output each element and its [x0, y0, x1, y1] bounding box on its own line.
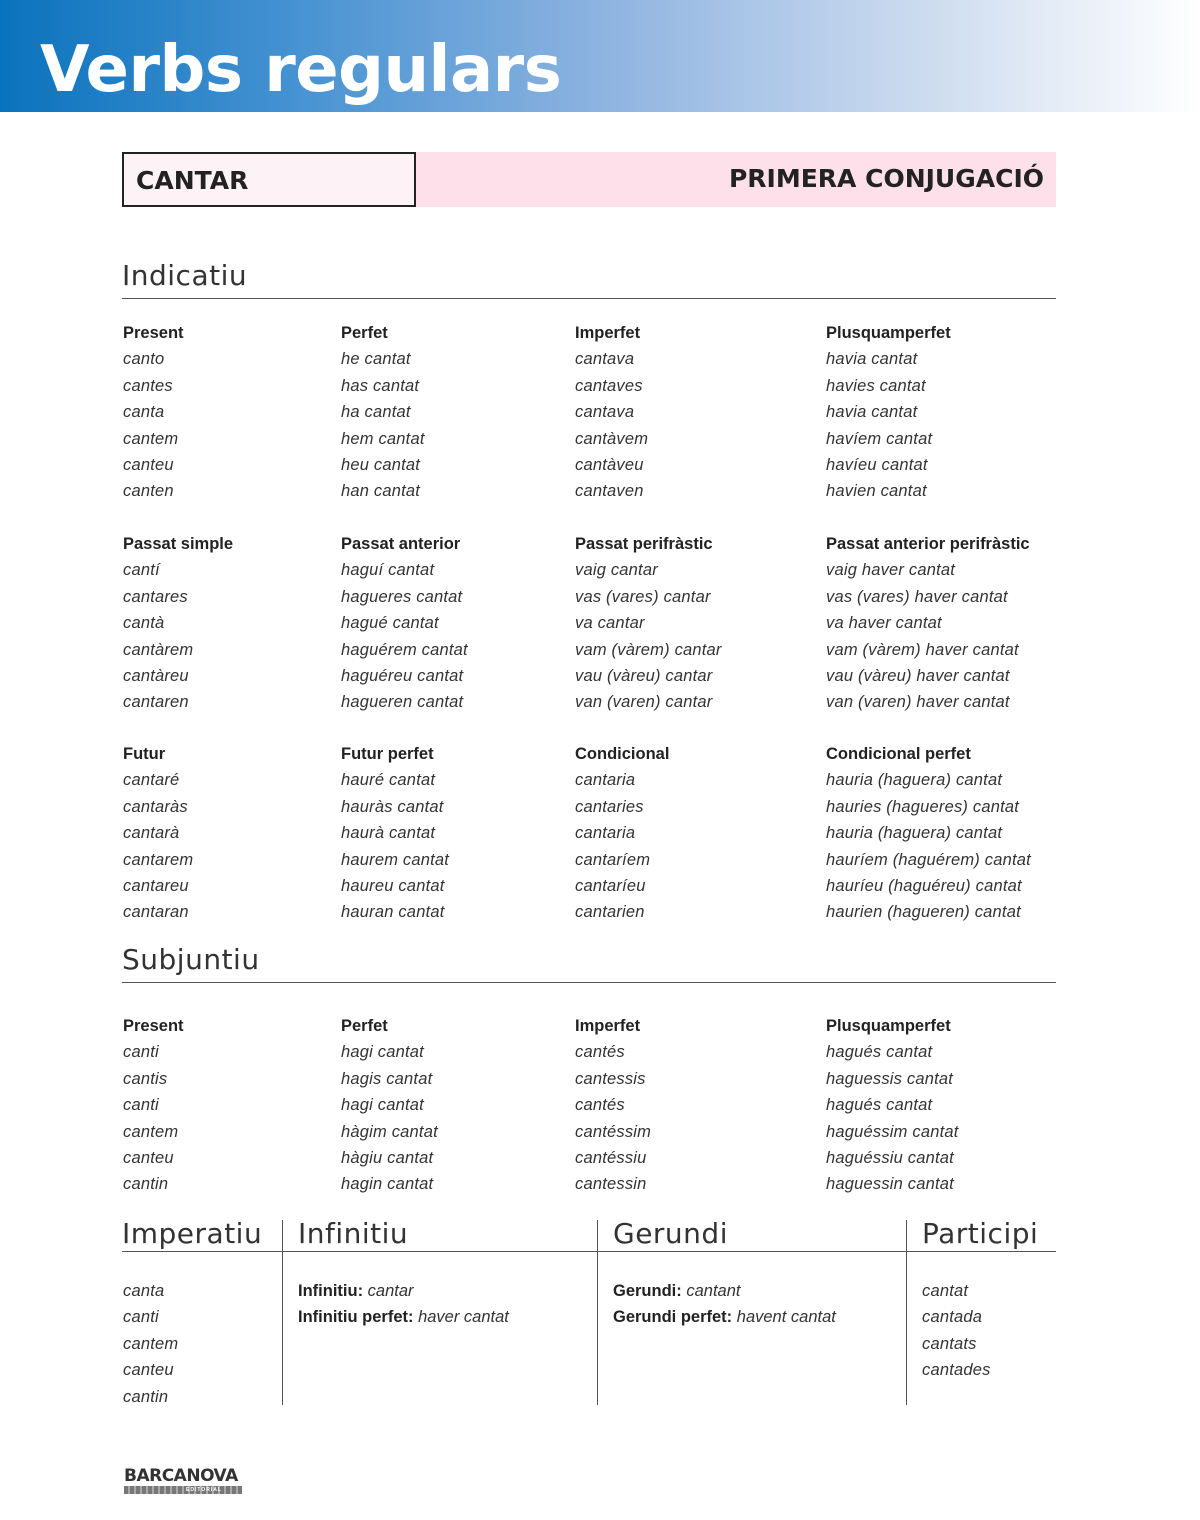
tense-title: Passat perifràstic — [575, 535, 713, 553]
tense-block — [826, 531, 1030, 716]
verb-form: cantaríeu — [575, 877, 646, 896]
logo-underline — [124, 1486, 242, 1494]
imperatiu-form: canti — [123, 1308, 159, 1327]
section-title-indicatiu: Indicatiu — [122, 256, 1056, 299]
imperatiu-form: cantem — [123, 1334, 179, 1353]
publisher-logo — [124, 1466, 244, 1496]
verb-form: cantaré — [123, 771, 180, 790]
verb-form: havíeu cantat — [826, 456, 928, 475]
verb-form: haguérem cantat — [341, 640, 468, 659]
tense-block — [575, 531, 722, 716]
verb-form: cantarem — [123, 850, 194, 869]
verb-form: vam (vàrem) cantar — [575, 640, 722, 659]
imperatiu-form: canteu — [123, 1361, 174, 1380]
verb-form: cantés — [575, 1043, 625, 1062]
verb-form: va haver cantat — [826, 614, 942, 633]
verb-name: CANTAR — [136, 166, 249, 195]
verb-form: hauràs cantat — [341, 797, 444, 816]
verb-form: cantessin — [575, 1175, 647, 1194]
verb-form: cantàreu — [123, 667, 189, 686]
verb-form: cantaran — [123, 903, 189, 922]
verb-form: vas (vares) cantar — [575, 587, 711, 606]
bottom-section-rule — [122, 1251, 1056, 1252]
verb-box — [122, 152, 416, 207]
verb-form: cantaríem — [575, 850, 651, 869]
section-title-participi: Participi — [922, 1217, 1039, 1250]
verb-form: hauré cantat — [341, 771, 436, 790]
participi-form: cantats — [922, 1334, 977, 1353]
verb-form: cantàrem — [123, 640, 194, 659]
tense-title: Perfet — [341, 1017, 388, 1035]
verb-form: hagués cantat — [826, 1096, 933, 1115]
verb-form: hagué cantat — [341, 614, 439, 633]
tense-title: Condicional — [575, 745, 670, 763]
verb-form: van (varen) cantar — [575, 693, 713, 712]
verb-form: haurien (hagueren) cantat — [826, 903, 1021, 922]
verb-form: cantaries — [575, 797, 644, 816]
verb-form: van (varen) haver cantat — [826, 693, 1010, 712]
verb-form: hagi cantat — [341, 1096, 424, 1115]
tense-title: Imperfet — [575, 1017, 641, 1035]
conjugation-label: PRIMERA CONJUGACIÓ — [728, 164, 1044, 193]
verb-form: cantaria — [575, 771, 636, 790]
tense-title: Perfet — [341, 324, 388, 342]
verb-form: cantin — [123, 1175, 169, 1194]
tense-title: Passat anterior — [341, 535, 461, 553]
verb-form: hem cantat — [341, 429, 425, 448]
verb-form: haguéssim cantat — [826, 1122, 959, 1141]
verb-form: hagués cantat — [826, 1043, 933, 1062]
verb-form: haguí cantat — [341, 561, 435, 580]
verb-form: hauria (haguera) cantat — [826, 771, 1003, 790]
infinitiu-forms — [298, 1278, 509, 1331]
verb-form: havíem cantat — [826, 429, 933, 448]
infinitiu-label: Infinitiu: — [298, 1282, 364, 1300]
gerundi-forms — [613, 1278, 836, 1331]
verb-form: havien cantat — [826, 482, 927, 501]
verb-form: cantem — [123, 1122, 179, 1141]
participi-form: cantada — [922, 1308, 983, 1327]
verb-form: ha cantat — [341, 403, 411, 422]
verb-form: cantares — [123, 587, 188, 606]
verb-form: canteu — [123, 456, 174, 475]
verb-form: canten — [123, 482, 174, 501]
verb-form: hauries (hagueres) cantat — [826, 797, 1020, 816]
verb-form: haguessis cantat — [826, 1069, 954, 1088]
section-title-gerundi: Gerundi — [613, 1217, 728, 1250]
tense-block — [826, 320, 951, 505]
tense-block — [123, 1013, 184, 1198]
tense-block — [123, 531, 233, 716]
gerundi-perfet-value: havent cantat — [736, 1308, 836, 1327]
logo-text: BARCANOVA — [124, 1466, 238, 1486]
verb-form: va cantar — [575, 614, 645, 633]
verb-form: havia cantat — [826, 350, 918, 369]
verb-form: hagis cantat — [341, 1069, 433, 1088]
verb-form: cantareu — [123, 877, 189, 896]
verb-form: vas (vares) haver cantat — [826, 587, 1008, 606]
verb-form: cantaves — [575, 376, 643, 395]
infinitiu-perfet-label: Infinitiu perfet: — [298, 1308, 414, 1327]
verb-form: vaig haver cantat — [826, 561, 956, 580]
verb-form: cantéssiu — [575, 1149, 647, 1168]
verb-form: havia cantat — [826, 403, 918, 422]
verb-form: cantaràs — [123, 797, 188, 816]
tense-block — [341, 1013, 438, 1198]
gerundi-perfet-label: Gerundi perfet: — [613, 1308, 733, 1327]
verb-bar — [122, 152, 1056, 207]
column-divider — [906, 1220, 907, 1405]
verb-form: cantés — [575, 1096, 625, 1115]
tense-title: Futur — [123, 745, 166, 763]
verb-form: cantaren — [123, 693, 189, 712]
column-divider — [597, 1220, 598, 1405]
verb-form: cantem — [123, 429, 179, 448]
verb-form: cantava — [575, 350, 635, 369]
verb-form: vau (vàreu) cantar — [575, 667, 713, 686]
verb-form: vaig cantar — [575, 561, 658, 580]
verb-form: has cantat — [341, 376, 420, 395]
section-title-imperatiu: Imperatiu — [122, 1217, 263, 1250]
tense-title: Present — [123, 1017, 184, 1035]
verb-form: havies cantat — [826, 376, 926, 395]
gerundi-item — [613, 1278, 836, 1304]
verb-form: haguéreu cantat — [341, 667, 464, 686]
verb-form: cantà — [123, 614, 165, 633]
section-title-subjuntiu: Subjuntiu — [122, 940, 1056, 983]
tense-block — [341, 531, 468, 716]
verb-form: hàgim cantat — [341, 1122, 438, 1141]
verb-form: canto — [123, 350, 165, 369]
tense-title: Present — [123, 324, 184, 342]
verb-form: vam (vàrem) haver cantat — [826, 640, 1019, 659]
verb-form: canti — [123, 1096, 159, 1115]
column-divider — [282, 1220, 283, 1405]
tense-title: Plusquamperfet — [826, 1017, 951, 1035]
infinitiu-perfet-value: haver cantat — [418, 1308, 509, 1327]
verb-form: cantí — [123, 561, 160, 580]
verb-form: cantéssim — [575, 1122, 652, 1141]
tense-title: Passat anterior perifràstic — [826, 535, 1030, 553]
tense-title: Condicional perfet — [826, 745, 971, 763]
tense-title: Imperfet — [575, 324, 641, 342]
tense-block — [341, 741, 449, 926]
verb-form: hauríeu (haguéreu) cantat — [826, 877, 1022, 896]
infinitiu-value: cantar — [367, 1282, 414, 1300]
gerundi-value: cantant — [686, 1282, 741, 1300]
tense-title: Passat simple — [123, 535, 234, 553]
verb-form: canteu — [123, 1149, 174, 1168]
tense-block — [575, 1013, 651, 1198]
verb-form: hagueres cantat — [341, 587, 463, 606]
verb-form: heu cantat — [341, 456, 421, 475]
verb-form: hauria (haguera) cantat — [826, 824, 1003, 843]
verb-form: hagueren cantat — [341, 693, 464, 712]
infinitiu-item — [298, 1278, 509, 1304]
logo-subtext: EDITORIAL — [186, 1487, 222, 1493]
participi-form: cantat — [922, 1282, 969, 1300]
verb-form: haureu cantat — [341, 877, 445, 896]
participi-forms — [922, 1278, 991, 1384]
participi-form: cantades — [922, 1361, 991, 1380]
verb-form: cantis — [123, 1069, 168, 1088]
verb-form: haguessin cantat — [826, 1175, 954, 1194]
page-title: Verbs regulars — [40, 33, 562, 107]
verb-form: cantava — [575, 403, 635, 422]
tense-block — [575, 741, 669, 926]
verb-form: canti — [123, 1043, 159, 1062]
verb-form: cantessis — [575, 1069, 646, 1088]
imperatiu-forms — [123, 1278, 178, 1410]
verb-form: hàgiu cantat — [341, 1149, 434, 1168]
infinitiu-perfet-item — [298, 1304, 509, 1330]
verb-form: haurem cantat — [341, 850, 450, 869]
verb-form: cantarà — [123, 824, 180, 843]
verb-form: he cantat — [341, 350, 411, 369]
tense-block — [826, 1013, 959, 1198]
verb-form: han cantat — [341, 482, 421, 501]
tense-block — [341, 320, 425, 505]
gerundi-perfet-item — [613, 1304, 836, 1330]
tense-block — [123, 741, 193, 926]
tense-title: Plusquamperfet — [826, 324, 951, 342]
verb-form: haurà cantat — [341, 824, 436, 843]
gerundi-label: Gerundi: — [613, 1282, 682, 1300]
verb-form: cantàveu — [575, 456, 644, 475]
verb-form: hagin cantat — [341, 1175, 434, 1194]
verb-form: cantaria — [575, 824, 636, 843]
verb-form: hauran cantat — [341, 903, 445, 922]
verb-form: haguéssiu cantat — [826, 1149, 954, 1168]
tense-title: Futur perfet — [341, 745, 434, 763]
tense-block — [575, 320, 648, 505]
verb-form: cantàvem — [575, 429, 649, 448]
verb-form: cantarien — [575, 903, 645, 922]
imperatiu-form: cantin — [123, 1387, 169, 1406]
tense-block — [123, 320, 184, 505]
verb-form: vau (vàreu) haver cantat — [826, 667, 1010, 686]
tense-block — [826, 741, 1031, 926]
verb-form: canta — [123, 403, 165, 422]
header-banner — [0, 0, 1200, 112]
verb-form: cantaven — [575, 482, 644, 501]
imperatiu-form: canta — [123, 1282, 165, 1300]
verb-form: hauríem (haguérem) cantat — [826, 850, 1031, 869]
section-title-infinitiu: Infinitiu — [298, 1217, 409, 1250]
verb-form: hagi cantat — [341, 1043, 424, 1062]
verb-form: cantes — [123, 376, 173, 395]
